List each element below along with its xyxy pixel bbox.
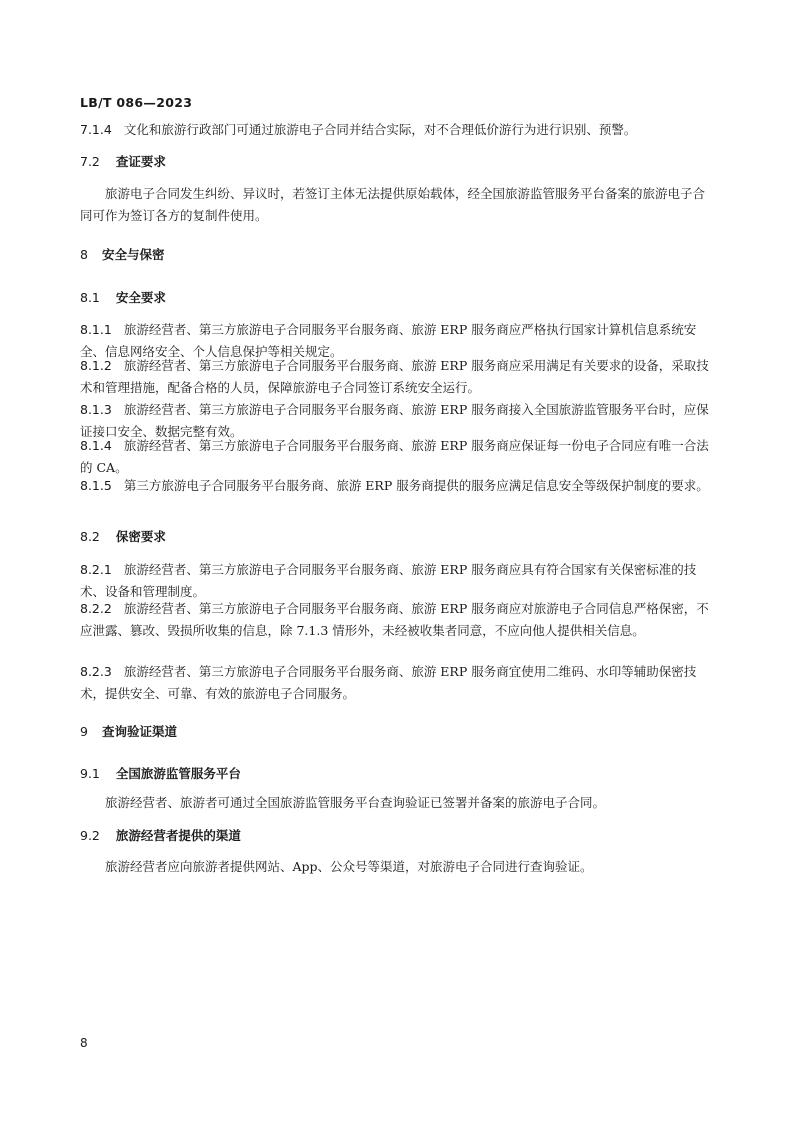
heading-title: 查询验证渠道 xyxy=(101,724,177,739)
clause-8-1-5 xyxy=(80,475,716,497)
heading-8-1 xyxy=(80,287,716,309)
paragraph-7-2: 旅游电子合同发生纠纷、异议时，若签订主体无法提供原始载体，经全国旅游监管服务平台备案的旅游电子合同可作为签订各方的复制件使用。 xyxy=(80,186,706,223)
clause-8-2-1 xyxy=(80,559,716,603)
heading-title: 全国旅游监管服务平台 xyxy=(115,766,241,781)
clause-8-2-3 xyxy=(80,661,716,705)
clause-number: 8.1.1 xyxy=(80,322,112,337)
heading-9-1 xyxy=(80,763,716,785)
heading-number: 8.1 xyxy=(80,290,100,305)
heading-8-2 xyxy=(80,526,716,548)
heading-9-2 xyxy=(80,825,716,847)
clause-number: 7.1.4 xyxy=(80,122,112,137)
paragraph-9-1: 旅游经营者、旅游者可通过全国旅游监管服务平台查询验证已签署并备案的旅游电子合同。 xyxy=(105,795,606,810)
clause-8-1-2 xyxy=(80,355,716,399)
clause-text: 旅游经营者、第三方旅游电子合同服务平台服务商、旅游 ERP 服务商应对旅游电子合同信息严格保密，不应泄露、篡改、毁损所收集的信息，除 7.1.3 情形外，未经被收集者同意，不应向他人提供相关信息。 xyxy=(80,601,709,638)
clause-7-1-4 xyxy=(80,119,716,141)
heading-number: 8.2 xyxy=(80,529,100,544)
heading-8 xyxy=(80,244,716,266)
clause-text: 旅游经营者、第三方旅游电子合同服务平台服务商、旅游 ERP 服务商应严格执行国家计算机信息系统安全、信息网络安全、个人信息保护等相关规定。 xyxy=(80,322,697,359)
heading-number: 9.2 xyxy=(80,828,100,843)
clause-number: 8.2.2 xyxy=(80,601,112,616)
clause-number: 8.1.5 xyxy=(80,478,112,493)
heading-title: 旅游经营者提供的渠道 xyxy=(115,828,241,843)
clause-8-1-4 xyxy=(80,435,716,479)
clause-number: 8.1.3 xyxy=(80,402,112,417)
heading-title: 安全要求 xyxy=(115,290,166,305)
heading-7-2 xyxy=(80,151,716,173)
clause-text: 旅游经营者、第三方旅游电子合同服务平台服务商、旅游 ERP 服务商接入全国旅游监管服务平台时，应保证接口安全、数据完整有效。 xyxy=(80,402,709,439)
clause-text: 旅游经营者、第三方旅游电子合同服务平台服务商、旅游 ERP 服务商宜使用二维码、水印等辅助保密技术，提供安全、可靠、有效的旅游电子合同服务。 xyxy=(80,664,697,701)
clause-number: 8.2.3 xyxy=(80,664,112,679)
heading-number: 8 xyxy=(80,247,88,262)
clause-number: 8.2.1 xyxy=(80,562,112,577)
page-number: 8 xyxy=(80,1036,88,1050)
heading-number: 9.1 xyxy=(80,766,100,781)
heading-title: 查证要求 xyxy=(115,154,166,169)
heading-title: 安全与保密 xyxy=(101,247,165,262)
clause-text: 旅游经营者、第三方旅游电子合同服务平台服务商、旅游 ERP 服务商应采用满足有关要求的设备，采取技术和管理措施，配备合格的人员，保障旅游电子合同签订系统安全运行。 xyxy=(80,358,709,395)
clause-text: 旅游经营者、第三方旅游电子合同服务平台服务商、旅游 ERP 服务商应保证每一份电子合同应有唯一合法的 CA。 xyxy=(80,438,709,475)
clause-8-2-2 xyxy=(80,598,716,642)
clause-text: 第三方旅游电子合同服务平台服务商、旅游 ERP 服务商提供的服务应满足信息安全等级保护制度的要求。 xyxy=(123,478,709,493)
clause-text: 旅游经营者、第三方旅游电子合同服务平台服务商、旅游 ERP 服务商应具有符合国家有关保密标准的技术、设备和管理制度。 xyxy=(80,562,697,599)
clause-number: 8.1.4 xyxy=(80,438,112,453)
heading-title: 保密要求 xyxy=(115,529,166,544)
heading-number: 9 xyxy=(80,724,88,739)
heading-9 xyxy=(80,721,716,743)
heading-number: 7.2 xyxy=(80,154,100,169)
clause-number: 8.1.2 xyxy=(80,358,112,373)
paragraph-9-2: 旅游经营者应向旅游者提供网站、App、公众号等渠道，对旅游电子合同进行查询验证。 xyxy=(105,859,593,874)
clause-text: 文化和旅游行政部门可通过旅游电子合同并结合实际，对不合理低价游行为进行识别、预警。 xyxy=(123,122,637,137)
standard-code-header: LB/T 086—2023 xyxy=(80,95,193,110)
